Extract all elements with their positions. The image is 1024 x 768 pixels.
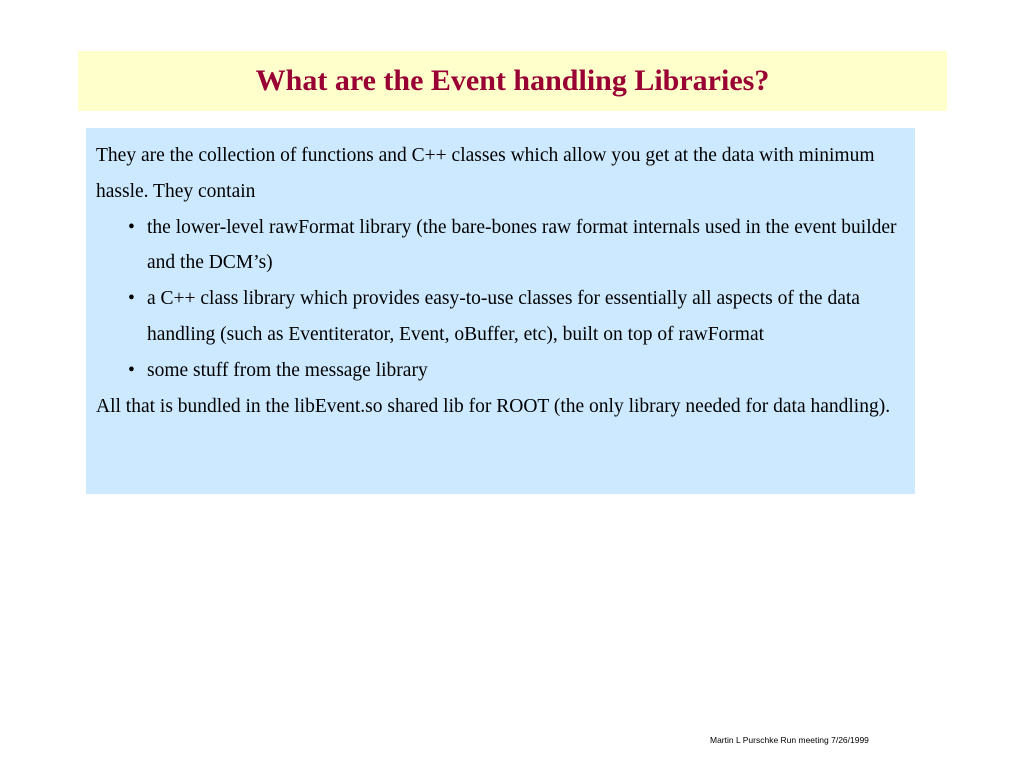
closing-paragraph: All that is bundled in the libEvent.so shared lib for ROOT (the only library needed for data handling). [96,395,891,417]
bullet-text: some stuff from the message library [147,359,428,381]
footer-credit: Martin L Purschke Run meeting 7/26/1999 [710,735,869,745]
bullet-icon: • [128,359,135,381]
bullet-item-message-library [96,353,907,389]
content-panel [86,128,915,494]
bullet-item-class-library [96,281,907,353]
bullet-icon: • [128,216,135,238]
bullet-icon: • [128,288,135,310]
intro-paragraph: They are the collection of functions and C++ classes which allow you get at the data with minimum hassle. They contain [96,145,875,202]
bullet-list [96,210,907,389]
title-banner [78,51,947,111]
bullet-text: a C++ class library which provides easy-to-use classes for essentially all aspects of the data handling (such as Eventiterator, Event, oBuffer, etc), built on top of rawFormat [147,288,860,345]
bullet-item-rawformat [96,210,907,282]
bullet-text: the lower-level rawFormat library (the bare-bones raw format internals used in the event builder and the DCM’s) [147,216,897,274]
slide-title: What are the Event handling Libraries? [255,64,770,97]
